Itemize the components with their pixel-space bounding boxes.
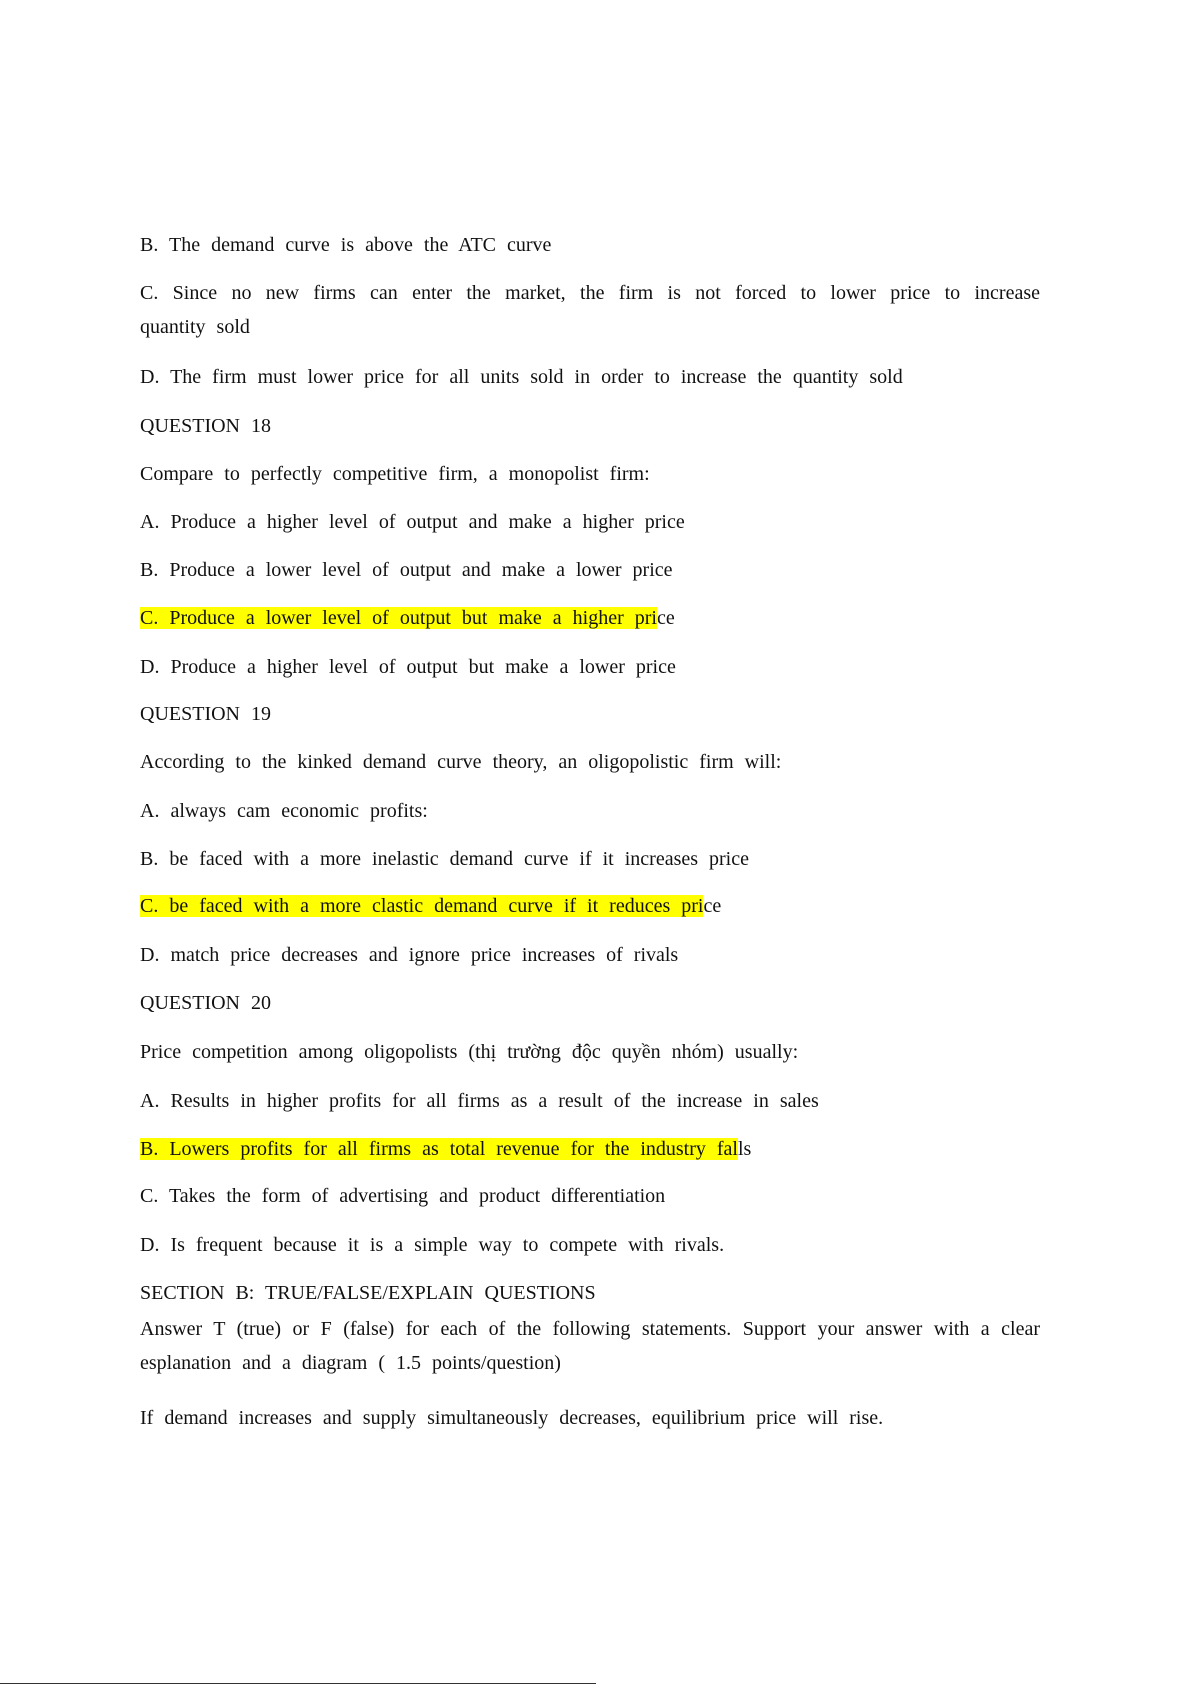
q20-prompt: Price competition among oligopolists (thị trường độc quyền nhóm) usually:: [140, 1041, 799, 1063]
q19-prompt: According to the kinked demand curve theory, an oligopolistic firm will:: [140, 751, 782, 773]
answer-highlight: C. be faced with a more clastic demand curve if it reduces pri: [140, 895, 704, 917]
q19-heading: QUESTION 19: [140, 703, 271, 725]
answer-highlight-tail: ce: [657, 607, 675, 629]
answer-highlight-tail: ce: [703, 895, 722, 917]
q20-heading: QUESTION 20: [140, 992, 271, 1014]
q20-option-b: [140, 1136, 751, 1162]
q19-option-b: B. be faced with a more inelastic demand curve if it increases price: [140, 848, 749, 870]
footnote-divider: [0, 1683, 596, 1684]
q18-prompt: Compare to perfectly competitive firm, a monopolist firm:: [140, 463, 650, 485]
q20-option-a: A. Results in higher profits for all firms as a result of the increase in sales: [140, 1090, 819, 1112]
q19-option-a: A. always cam economic profits:: [140, 800, 428, 822]
q18-option-d: D. Produce a higher level of output but make a lower price: [140, 656, 676, 678]
q17-option-c: C. Since no new firms can enter the market, the firm is not forced to lower price to increase quantity sold: [140, 282, 1040, 338]
statement-1: If demand increases and supply simultaneously decreases, equilibrium price will rise.: [140, 1407, 884, 1429]
q18-option-b: B. Produce a lower level of output and make a lower price: [140, 559, 673, 581]
section-b-instructions: Answer T (true) or F (false) for each of the following statements. Support your answer with a clear esplanation and a diagram ( 1.5 points/question): [140, 1318, 1040, 1374]
q19-option-d: D. match price decreases and ignore price increases of rivals: [140, 944, 679, 966]
q18-option-c: [140, 605, 675, 631]
q18-heading: QUESTION 18: [140, 415, 271, 437]
q19-option-c: [140, 893, 721, 919]
q20-option-c: C. Takes the form of advertising and product differentiation: [140, 1185, 666, 1207]
q17-option-d: D. The firm must lower price for all units sold in order to increase the quantity sold: [140, 366, 903, 388]
q17-option-b: B. The demand curve is above the ATC curve: [140, 234, 552, 256]
q20-option-d: D. Is frequent because it is a simple way to compete with rivals.: [140, 1234, 725, 1256]
answer-highlight: C. Produce a lower level of output but make a higher pri: [140, 607, 657, 629]
q18-option-a: A. Produce a higher level of output and make a higher price: [140, 511, 685, 533]
answer-highlight-tail: ls: [737, 1138, 752, 1160]
answer-highlight: B. Lowers profits for all firms as total revenue for the industry fal: [140, 1138, 738, 1160]
section-b-heading: SECTION B: TRUE/FALSE/EXPLAIN QUESTIONS: [140, 1282, 596, 1304]
